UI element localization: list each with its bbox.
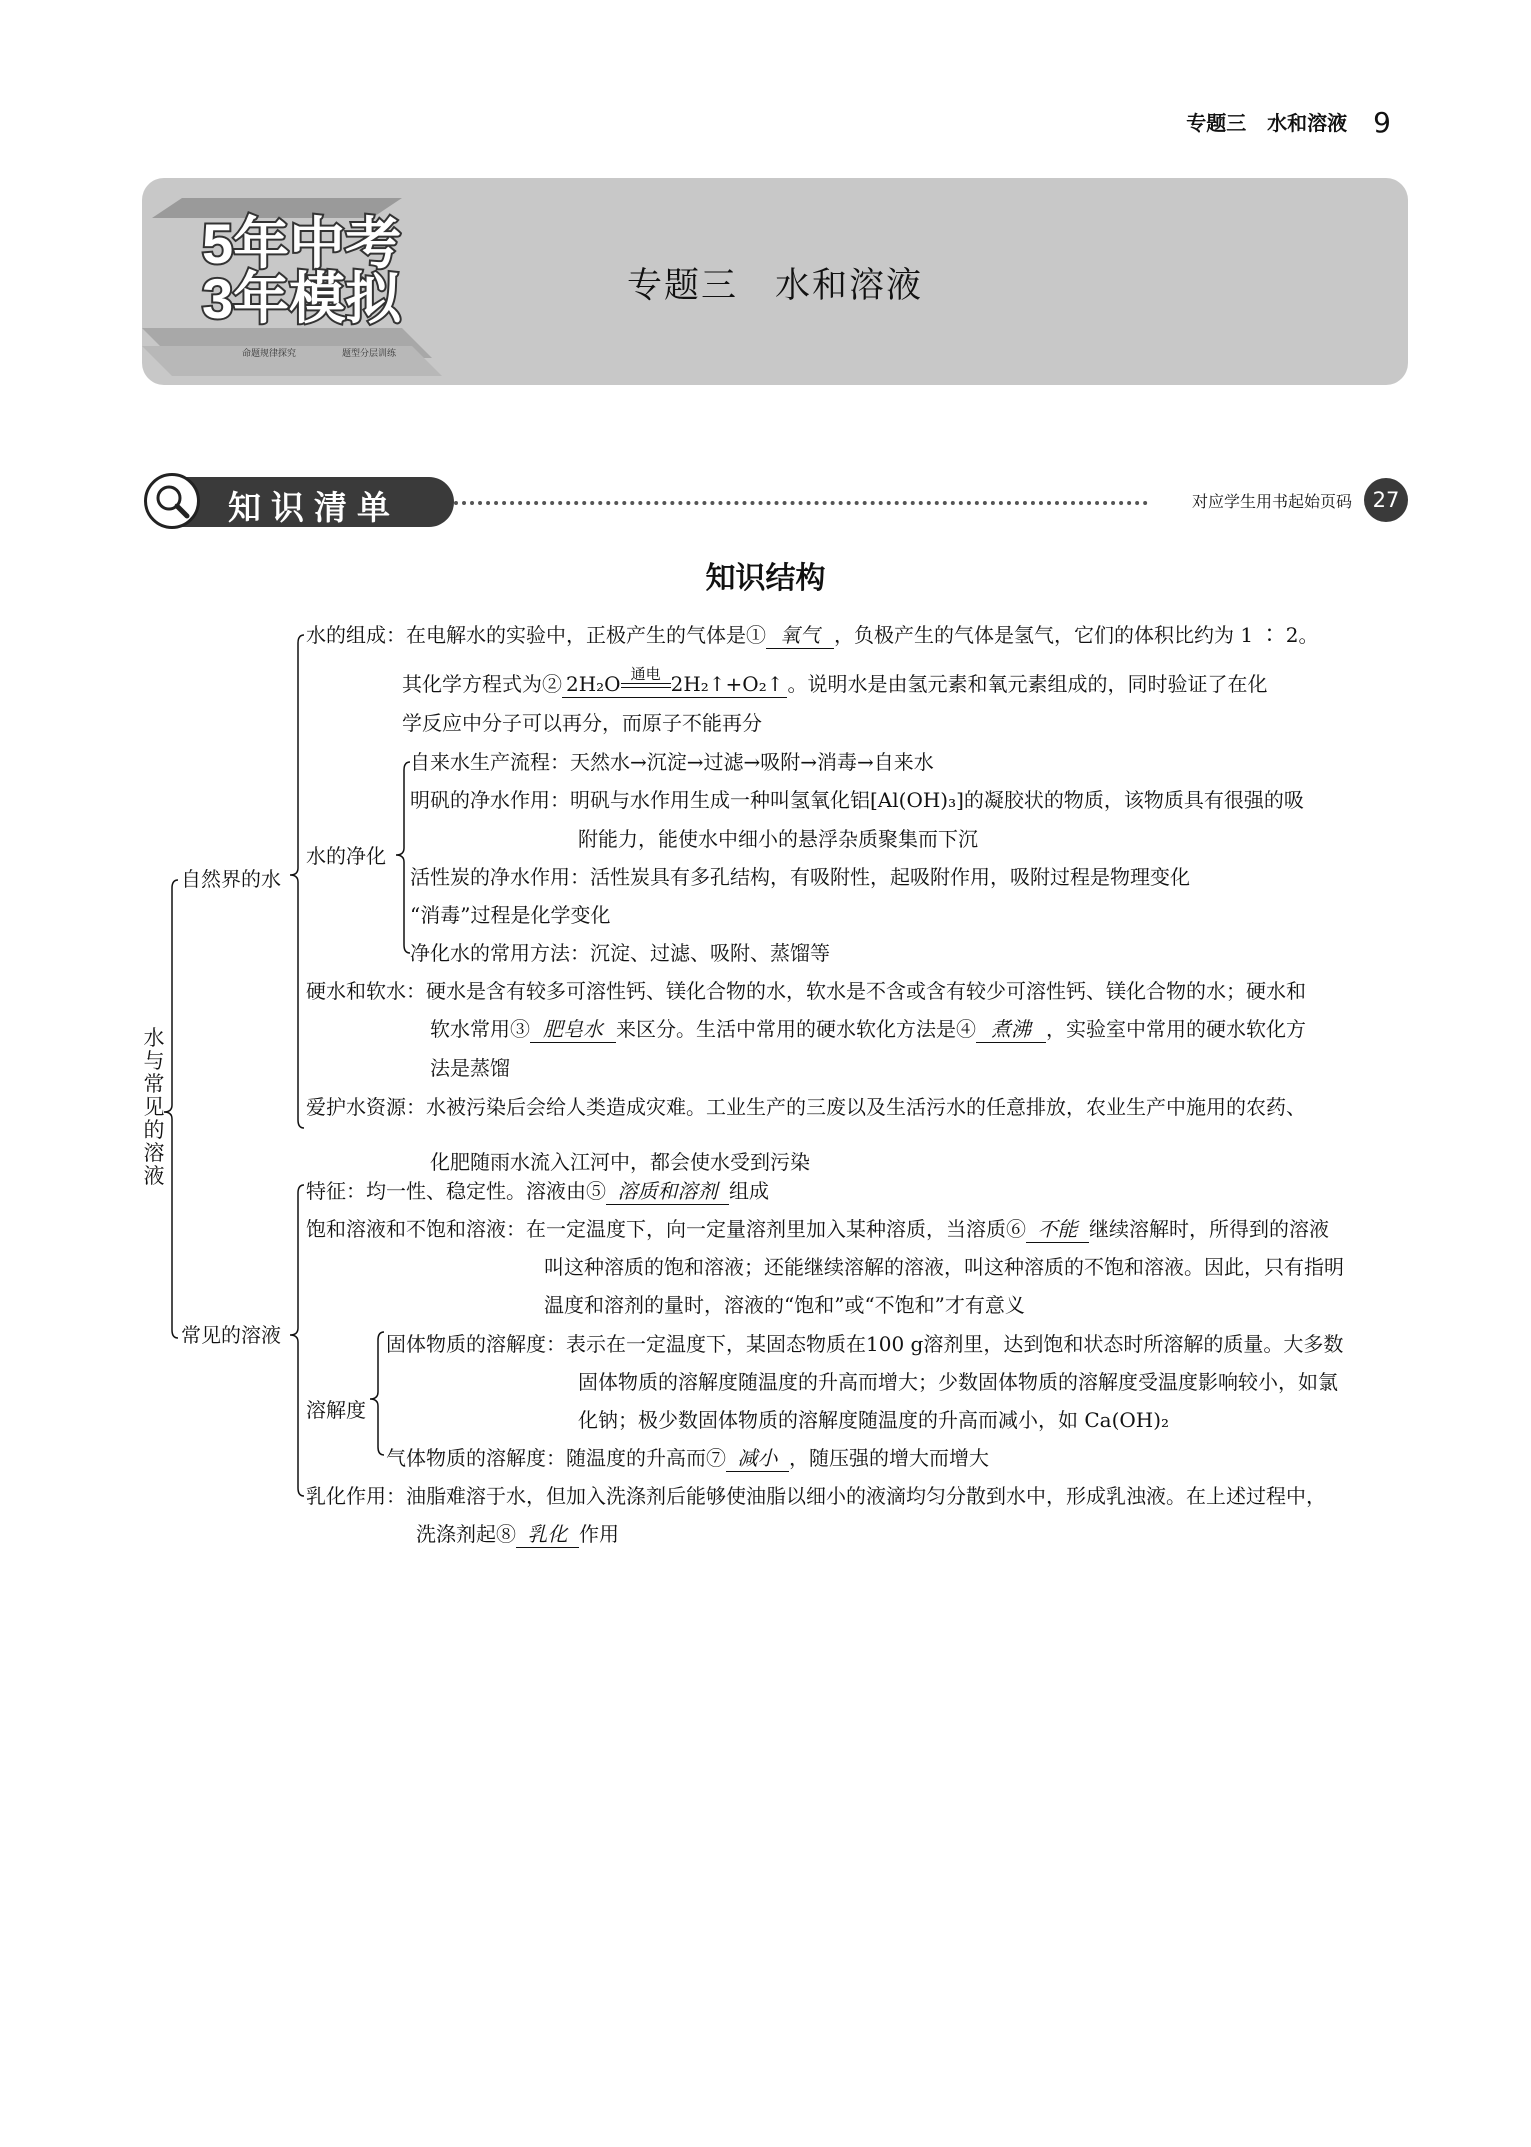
answer-7: 减小 (726, 1445, 789, 1472)
composition-text-b: ，负极产生的气体是氢气，它们的体积比约为 1 ∶ 2。 (834, 623, 1319, 647)
answer-6: 不能 (1026, 1216, 1089, 1243)
gas-text-b: ，随压强的增大而增大 (789, 1446, 989, 1470)
equation-condition: 通电 (630, 665, 661, 683)
header-title: 水和溶液 (1267, 111, 1348, 135)
page-number: 9 (1373, 106, 1391, 139)
purification-2a: 明矾的净水作用：明矾与水作用生成一种叫氢氧化铝[Al(OH)₃]的凝胶状的物质，该物质具有很强的吸 (410, 788, 1304, 812)
logo-sub-1: 命题规律探究 (242, 348, 297, 358)
purification-1: 自来水生产流程：天然水→沉淀→过滤→吸附→消毒→自来水 (410, 750, 934, 774)
equation-line (402, 665, 1268, 698)
emulsify-line-2 (416, 1521, 619, 1548)
chapter-title: 专题三 水和溶液 (626, 266, 923, 306)
branch-solubility: 溶解度 (306, 1398, 366, 1422)
solubility-solid-2: 固体物质的溶解度随温度的升高而增大；少数固体物质的溶解度受温度影响较小，如氯 (578, 1370, 1338, 1394)
purification-5: 净化水的常用方法：沉淀、过滤、吸附、蒸馏等 (410, 941, 830, 965)
answer-1: 氧气 (766, 622, 834, 649)
hard-soft-text-b: 来区分。生活中常用的硬水软化方法是④ (616, 1017, 976, 1041)
hard-soft-text-a: 软水常用③ (430, 1017, 530, 1041)
composition-text-a: 在电解水的实验中，正极产生的气体是① (406, 623, 766, 647)
header-topic: 专题三 (1186, 111, 1247, 135)
answer-2-equation (562, 665, 787, 698)
hard-soft-line-2 (430, 1016, 1306, 1043)
section-title: 知识清单 (228, 488, 400, 527)
saturation-line-3: 温度和溶剂的量时，溶液的“饱和”或“不饱和”才有意义 (544, 1293, 1025, 1317)
answer-3: 肥皂水 (530, 1016, 616, 1043)
branch-common-solutions: 常见的溶液 (181, 1323, 281, 1347)
features-text-b: 组成 (729, 1179, 769, 1203)
purification-3: 活性炭的净水作用：活性炭具有多孔结构，有吸附性，起吸附作用，吸附过程是物理变化 (410, 865, 1190, 889)
gas-text-a: 气体物质的溶解度：随温度的升高而⑦ (386, 1446, 726, 1470)
section-note: 对应学生用书起始页码 (1191, 492, 1352, 511)
equation-text-b: 。说明水是由氢元素和氧元素组成的，同时验证了在化 (787, 672, 1268, 696)
answer-4: 煮沸 (976, 1016, 1046, 1043)
equation-left: 2H₂O (566, 672, 621, 696)
water-composition-line-1 (306, 622, 1319, 649)
saturation-line-1 (306, 1216, 1329, 1243)
emulsify-line-1: 乳化作用：油脂难溶于水，但加入洗涤剂后能够使油脂以细小的液滴均匀分散到水中，形成乳浊液。在上述过程中， (306, 1484, 1326, 1508)
features-line (306, 1178, 769, 1205)
saturation-text-b: 继续溶解时，所得到的溶液 (1089, 1217, 1329, 1241)
saturation-line-2: 叫这种溶质的饱和溶液；还能继续溶解的溶液，叫这种溶质的不饱和溶液。因此，只有指明 (544, 1255, 1344, 1279)
saturation-text-a: 饱和溶液和不饱和溶液：在一定温度下，向一定量溶剂里加入某种溶质，当溶质⑥ (306, 1217, 1026, 1241)
emulsify-text-a: 洗涤剂起⑧ (416, 1522, 516, 1546)
hard-soft-line-3: 法是蒸馏 (430, 1056, 510, 1080)
answer-8: 乳化 (516, 1521, 579, 1548)
features-text-a: 特征：均一性、稳定性。溶液由⑤ (306, 1179, 606, 1203)
answer-5: 溶质和溶剂 (606, 1178, 729, 1205)
branch-purification: 水的净化 (306, 844, 386, 868)
protection-line-1: 爱护水资源：水被污染后会给人类造成灾难。工业生产的三废以及生活污水的任意排放，农业生产中施用的农药、 (306, 1095, 1306, 1119)
solubility-gas (386, 1445, 989, 1472)
solubility-solid-1: 固体物质的溶解度：表示在一定温度下，某固态物质在100 g溶剂里，达到饱和状态时所溶解的质量。大多数 (386, 1332, 1344, 1356)
solubility-solid-3: 化钠；极少数固体物质的溶解度随温度的升高而减小，如 Ca(OH)₂ (578, 1408, 1170, 1432)
section-page-badge: 27 (1364, 478, 1408, 522)
logo-sub-2: 题型分层训练 (342, 348, 397, 358)
purification-4: “消毒”过程是化学变化 (410, 903, 611, 927)
hard-soft-line-1: 硬水和软水：硬水是含有较多可溶性钙、镁化合物的水，软水是不含或含有较少可溶性钙、镁化合物的水；硬水和 (306, 979, 1306, 1003)
purification-2b: 附能力，能使水中细小的悬浮杂质聚集而下沉 (578, 827, 978, 851)
equation-right: 2H₂↑+O₂↑ (670, 672, 784, 696)
equation-text-a: 其化学方程式为② (402, 672, 562, 696)
logo-line-1: 5年中考 (202, 212, 402, 275)
branch-natural-water: 自然界的水 (181, 867, 281, 891)
logo-line-2: 3年模拟 (202, 267, 402, 330)
root-topic: 水与常见的溶液 (143, 1026, 165, 1188)
emulsify-text-b: 作用 (579, 1522, 619, 1546)
composition-label: 水的组成： (306, 623, 406, 647)
equation-line-2: 学反应中分子可以再分，而原子不能再分 (402, 711, 762, 735)
structure-heading: 知识结构 (705, 561, 826, 596)
hard-soft-text-c: ，实验室中常用的硬水软化方 (1046, 1017, 1306, 1041)
protection-line-2: 化肥随雨水流入江河中，都会使水受到污染 (430, 1150, 810, 1174)
